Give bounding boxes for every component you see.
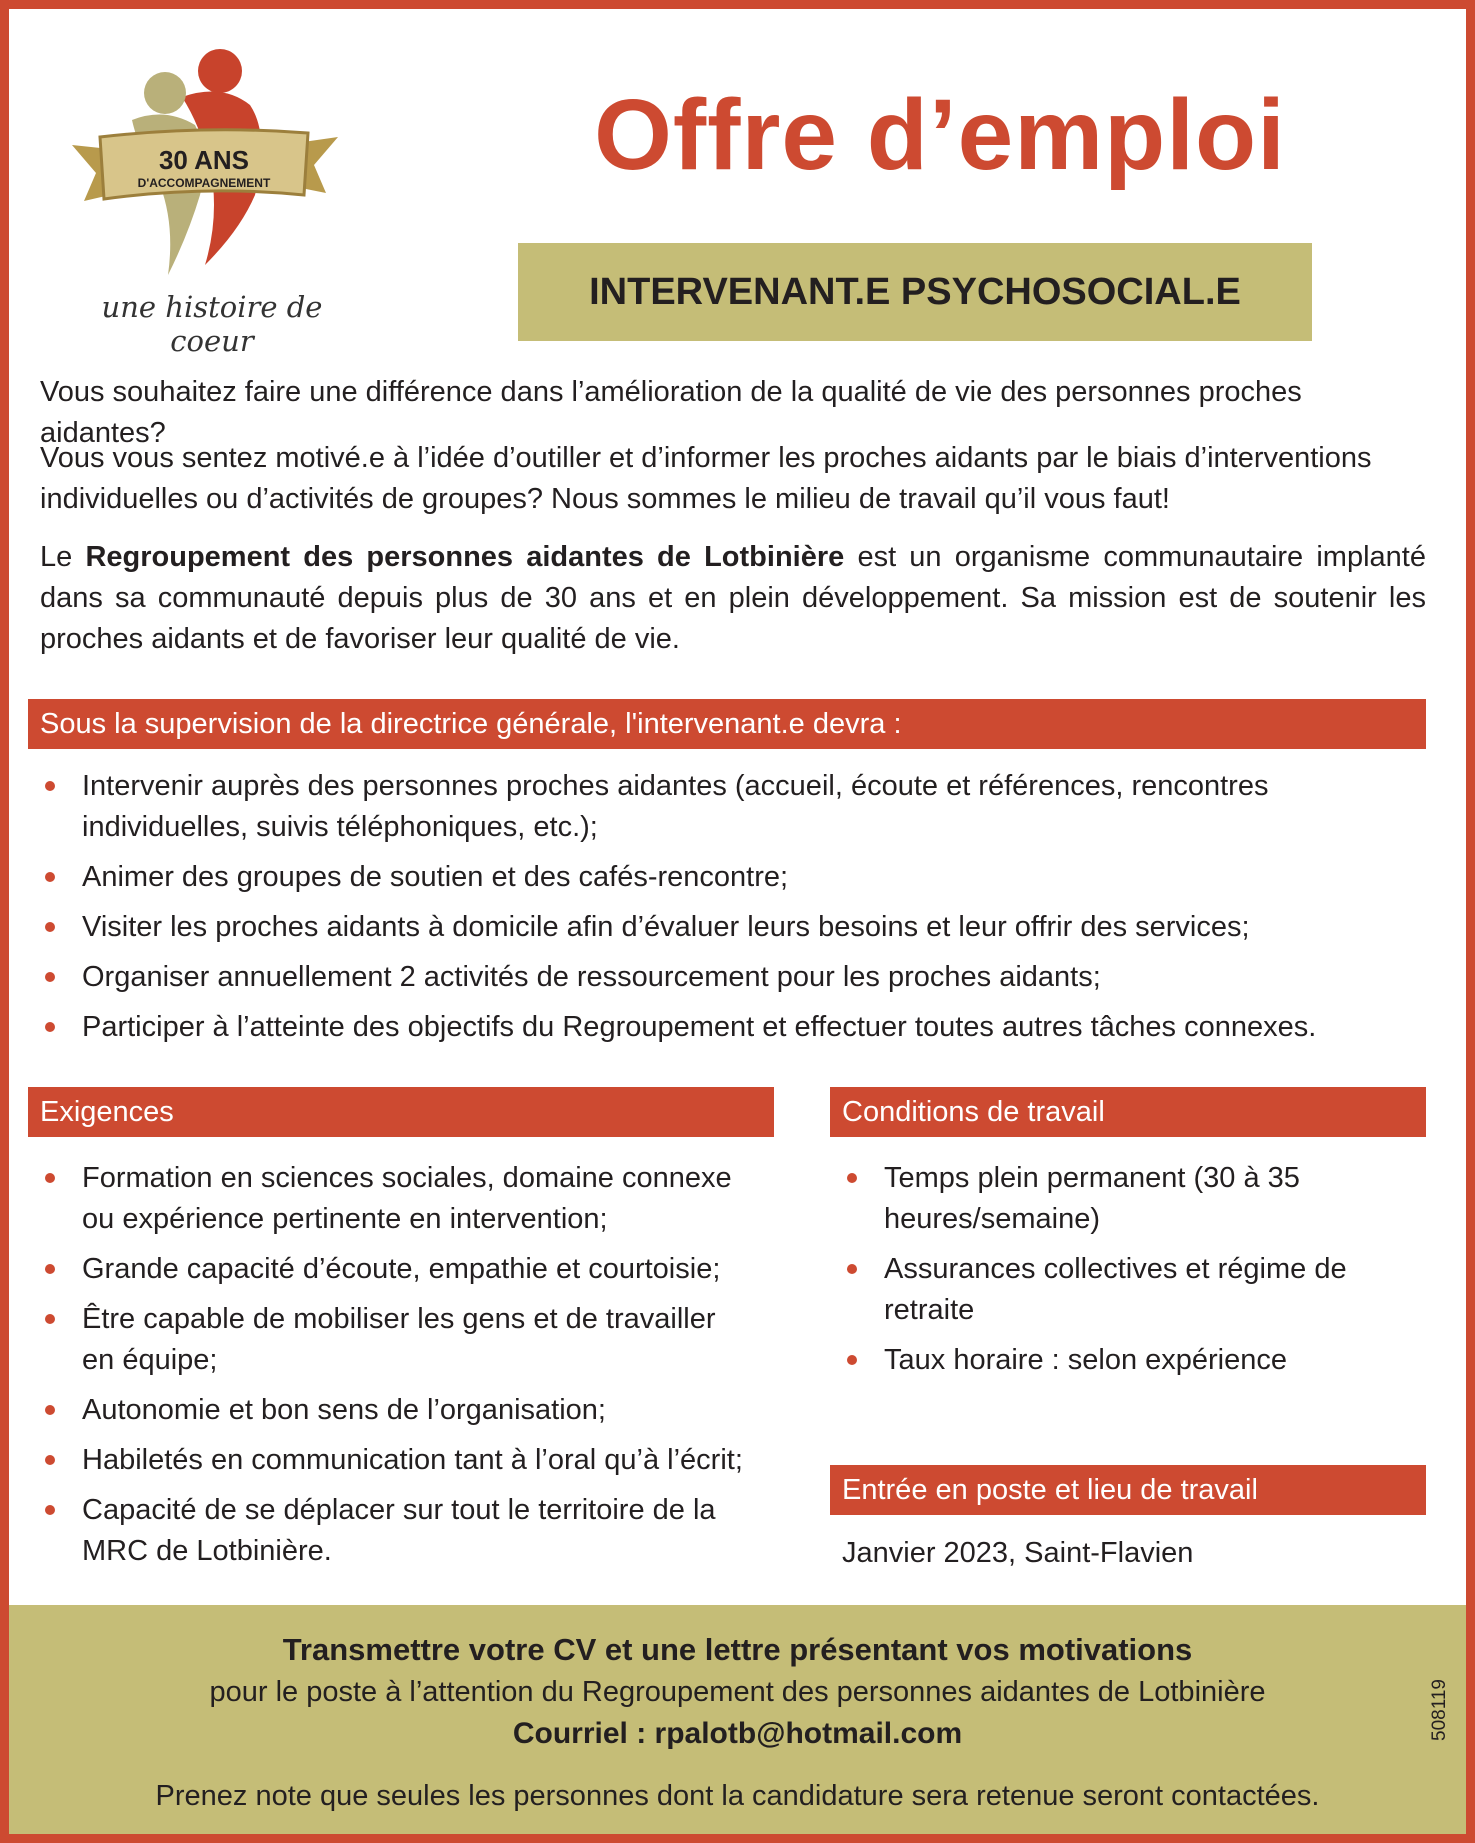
start-value: Janvier 2023, Saint-Flavien [842,1537,1194,1569]
condition-item: Taux horaire : selon expérience [842,1340,1352,1381]
requirement-item: Grande capacité d’écoute, empathie et courtoisie; [40,1249,750,1290]
logo-badge-line2: D'ACCOMPAGNEMENT [137,176,271,190]
duty-item: Animer des groupes de soutien et des cafés-rencontre; [40,857,1380,898]
conditions-list [842,1158,1352,1390]
footer-instructions: Transmettre votre CV et une lettre présentant vos motivations [282,1632,1193,1667]
duty-item: Participer à l’atteinte des objectifs du Regroupement et effectuer toutes autres tâches connexes. [40,1007,1380,1048]
email-address[interactable]: rpalotb@hotmail.com [654,1717,963,1750]
organization-name: Regroupement des personnes aidantes de Lotbinière [85,541,845,573]
email-label: Courriel : [512,1717,655,1750]
reference-number [1420,1650,1460,1770]
application-footer [9,1605,1466,1834]
duties-heading: Sous la supervision de la directrice générale, l'intervenant.e devra : [28,699,1426,749]
page-title: Offre d’emploi [594,79,1286,191]
condition-item: Temps plein permanent (30 à 35 heures/semaine) [842,1158,1352,1240]
duty-item: Visiter les proches aidants à domicile afin d’évaluer leurs besoins et leur offrir des services; [40,907,1380,948]
duty-item: Intervenir auprès des personnes proches aidantes (accueil, écoute et références, rencontres individuelles, suivis téléphoniques, etc.); [40,766,1380,848]
requirement-item: Capacité de se déplacer sur tout le territoire de la MRC de Lotbinière. [40,1490,750,1572]
logo-olive-figure-head [144,72,186,114]
job-title-box [518,243,1312,341]
footer-email-line [9,1713,1466,1755]
requirements-list [40,1158,750,1581]
intro-p3-rest: est un organisme communautaire implanté dans sa communauté depuis plus de 30 ans et en plein développement. Sa mission est de soutenir les proches aidants et de favoriser leur qualité de vie. [40,541,1426,655]
duties-list [40,766,1380,1057]
logo-badge-line1: 30 ANS [158,145,250,175]
requirements-heading: Exigences [28,1087,774,1137]
condition-item: Assurances collectives et régime de retraite [842,1249,1352,1331]
logo-tagline: une histoire de coeur [101,290,323,358]
start-heading: Entrée en poste et lieu de travail [830,1465,1426,1515]
footer-note: Prenez note que seules les personnes dont la candidature sera retenue seront contactées. [155,1780,1320,1812]
requirement-item: Être capable de mobiliser les gens et de travailler en équipe; [40,1299,750,1381]
logo-red-figure-head [198,49,242,93]
intro-paragraph-2: Vous vous sentez motivé.e à l’idée d’outiller et d’informer les proches aidants par le biais d’interventions individuelles ou d’activités de groupes? Nous sommes le milieu de travail qu’il vous faut! [40,442,1372,515]
requirement-item: Habiletés en communication tant à l’oral qu’à l’écrit; [40,1440,750,1481]
reference-number-text: 508119 [1429,1679,1451,1741]
footer-recipient: pour le poste à l’attention du Regroupement des personnes aidantes de Lotbinière [209,1676,1266,1708]
requirement-item: Autonomie et bon sens de l’organisation; [40,1390,750,1431]
requirement-item: Formation en sciences sociales, domaine connexe ou expérience pertinente en intervention; [40,1158,750,1240]
conditions-heading: Conditions de travail [830,1087,1426,1137]
duty-item: Organiser annuellement 2 activités de ressourcement pour les proches aidants; [40,957,1380,998]
intro-p3-prefix: Le [40,541,86,573]
intro-paragraph-3 [40,537,1426,660]
intro-paragraph-1: Vous souhaitez faire une différence dans l’amélioration de la qualité de vie des personnes proches aidantes? [40,376,1302,449]
job-title: INTERVENANT.E PSYCHOSOCIAL.E [589,270,1241,313]
